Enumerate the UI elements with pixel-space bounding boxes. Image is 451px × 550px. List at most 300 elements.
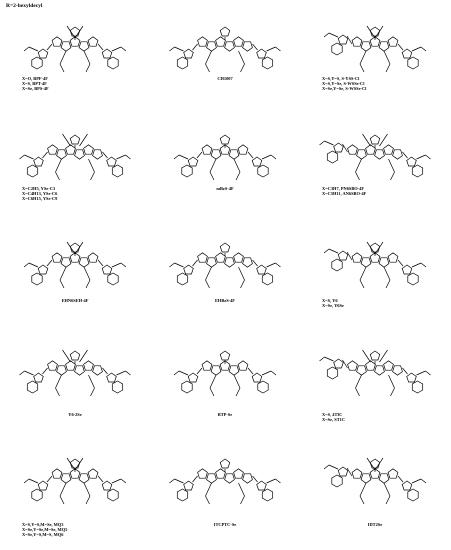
dicyano-arm <box>262 155 271 159</box>
central-acceptor-ring <box>370 135 380 144</box>
alkyl-chain <box>386 496 390 504</box>
dicyano-arm <box>24 47 29 51</box>
molecule-label: CH1007 <box>217 76 233 81</box>
fused-core-ring <box>366 361 376 370</box>
end-group-benzene-ring <box>332 43 342 55</box>
fused-core-ring <box>243 42 253 51</box>
central-acceptor-ring <box>70 135 80 144</box>
molecule-label: EHBzS-4F <box>214 298 235 303</box>
fused-core-ring <box>348 361 358 370</box>
molecule-panel <box>0 442 150 542</box>
alkyl-chain <box>84 483 90 496</box>
alkyl-chain <box>356 159 362 172</box>
end-group-benzene-ring <box>258 381 268 393</box>
vinyl-linker <box>43 152 48 158</box>
dicyano-arm <box>20 371 25 375</box>
alkyl-chain <box>60 51 66 64</box>
fused-core-ring <box>57 150 67 159</box>
vinyl-linker <box>403 368 408 374</box>
central-acceptor-ring <box>70 459 80 468</box>
end-group-ring <box>338 251 348 260</box>
alkyl-chain <box>241 496 245 504</box>
dicyano-arm <box>174 155 179 159</box>
fused-core-ring <box>207 474 217 483</box>
molecule-label: X=C5H11, AN6SBO-4F <box>322 191 367 197</box>
alkyl-chain <box>86 64 90 72</box>
alkyl-chain <box>360 496 364 504</box>
molecule-panel <box>0 10 150 110</box>
molecule-panel <box>150 118 300 218</box>
end-group-ring <box>188 157 198 166</box>
fused-core-ring <box>379 474 389 483</box>
alkyl-chain <box>60 267 66 280</box>
fused-core-ring <box>216 253 226 262</box>
fused-core-ring <box>229 150 239 159</box>
fused-core-ring <box>234 37 244 46</box>
dicyano-arm <box>29 263 38 267</box>
molecule-panel <box>150 226 300 326</box>
alkyl-chain <box>91 172 95 180</box>
alkyl-chain <box>241 280 245 288</box>
dicyano-arm <box>412 479 421 483</box>
alkyl-chain <box>206 64 210 72</box>
end-group-ring <box>252 157 262 166</box>
dicyano-arm <box>426 371 431 375</box>
alkyl-chain <box>360 483 366 496</box>
molecule-label: X=C2H5, YSe-C3 <box>22 186 56 191</box>
alkyl-chain <box>380 350 388 362</box>
alkyl-chain <box>89 159 95 172</box>
end-group-benzene-ring <box>108 273 118 285</box>
dicyano-arm <box>121 479 126 483</box>
alkyl-chain <box>206 267 212 280</box>
vinyl-linker <box>347 252 352 260</box>
molecule-panel <box>300 442 450 542</box>
fused-core-ring <box>75 366 85 375</box>
alkyl-chain <box>234 159 240 172</box>
end-group-ring <box>257 481 267 490</box>
alkyl-chain <box>363 134 371 146</box>
molecule-caption <box>0 522 150 538</box>
fused-core-ring <box>352 37 362 46</box>
dicyano-arm <box>175 479 184 483</box>
alkyl-chain <box>236 172 240 180</box>
fused-core-ring <box>216 37 226 46</box>
end-group-ring <box>252 373 262 382</box>
molecule-caption <box>300 76 450 92</box>
fused-core-ring <box>93 150 103 159</box>
alkyl-chain <box>56 375 62 388</box>
fused-core-ring <box>388 253 398 262</box>
molecule-label: X=O, BPF-4F <box>22 76 48 81</box>
alkyl-chain <box>210 172 214 180</box>
dicyano-arm <box>329 33 338 37</box>
vinyl-linker <box>103 368 108 374</box>
dicyano-arm <box>276 479 281 483</box>
molecule-label: mBzS-4F <box>216 186 234 191</box>
central-acceptor-ring <box>220 135 230 144</box>
end-group-benzene-ring <box>27 381 37 393</box>
vinyl-linker <box>347 468 352 476</box>
fused-core-ring <box>88 37 98 46</box>
end-group-benzene-ring <box>182 165 192 177</box>
end-group-ring <box>102 265 112 274</box>
end-group-benzene-ring <box>262 273 272 285</box>
fused-core-ring <box>52 37 62 46</box>
fused-core-ring <box>84 145 94 154</box>
dicyano-arm <box>417 155 426 159</box>
alkyl-chain <box>210 375 216 388</box>
fused-core-ring <box>384 361 394 370</box>
fused-core-ring <box>234 253 244 262</box>
end-group-ring <box>402 49 412 58</box>
molecule-panel <box>150 334 300 434</box>
vinyl-linker <box>197 152 202 158</box>
central-acceptor-ring <box>370 27 380 36</box>
end-group-ring <box>38 265 48 274</box>
vinyl-linker <box>98 260 103 266</box>
dicyano-arm <box>170 263 175 267</box>
substituent-definition: R=2-hexyldecyl <box>6 3 43 9</box>
end-group-benzene-ring <box>177 273 187 285</box>
end-group-ring <box>184 481 194 490</box>
fused-core-ring <box>348 145 358 154</box>
alkyl-chain <box>86 496 90 504</box>
alkyl-chain <box>206 496 210 504</box>
fused-core-ring <box>388 469 398 478</box>
dicyano-arm <box>25 155 34 159</box>
molecule-panel <box>300 334 450 434</box>
molecule-label: X=Se, BPS-4F <box>22 86 49 92</box>
molecule-panel <box>0 334 150 434</box>
vinyl-linker <box>47 476 52 482</box>
molecule-label: X=S, BPT-4F <box>22 81 47 87</box>
molecule-label: X=S,Y=Se, S-WSSe-Cl <box>322 81 365 87</box>
dicyano-arm <box>320 357 325 361</box>
dicyano-arm <box>112 479 121 483</box>
fused-core-ring <box>75 150 85 159</box>
dicyano-arm <box>325 357 334 361</box>
central-acceptor-ring <box>220 243 230 252</box>
dicyano-arm <box>412 47 421 51</box>
molecule-panel <box>300 10 450 110</box>
dicyano-arm <box>325 141 334 145</box>
end-group-ring <box>188 373 198 382</box>
vinyl-linker <box>253 260 258 266</box>
central-acceptor-ring <box>70 351 80 360</box>
molecule-structure <box>0 442 150 526</box>
central-acceptor-ring <box>220 27 230 36</box>
fused-core-ring <box>211 150 221 159</box>
alkyl-chain <box>389 375 395 388</box>
alkyl-chain <box>239 267 245 280</box>
dicyano-arm <box>175 263 184 267</box>
fused-core-ring <box>243 474 253 483</box>
dicyano-arm <box>421 47 426 51</box>
fused-core-ring <box>52 253 62 262</box>
alkyl-chain <box>360 280 364 288</box>
end-group-benzene-ring <box>332 259 342 271</box>
dicyano-arm <box>126 371 131 375</box>
dicyano-arm <box>117 155 126 159</box>
molecule-caption <box>150 76 300 81</box>
alkyl-chain <box>236 388 240 396</box>
end-group-benzene-ring <box>32 57 42 69</box>
vinyl-linker <box>403 152 408 158</box>
end-group-benzene-ring <box>408 489 418 501</box>
end-group-ring <box>338 467 348 476</box>
alkyl-chain <box>386 64 390 72</box>
vinyl-linker <box>103 152 108 158</box>
vinyl-linker <box>253 44 258 50</box>
end-group-benzene-ring <box>108 489 118 501</box>
molecule-label: X=S, 4TIC <box>322 412 343 417</box>
alkyl-chain <box>63 350 71 362</box>
central-acceptor-ring <box>70 243 80 252</box>
alkyl-chain <box>356 172 360 180</box>
molecule-label: X=S,Y=S,M=Se, MQ3 <box>22 522 64 527</box>
molecule-panel <box>150 442 300 542</box>
alkyl-chain <box>56 388 60 396</box>
fused-core-ring <box>211 366 221 375</box>
molecule-label: X=Se, ST1C <box>322 417 345 423</box>
vinyl-linker <box>398 44 403 50</box>
end-group-ring <box>257 265 267 274</box>
alkyl-chain <box>60 496 64 504</box>
fused-core-ring <box>216 469 226 478</box>
dicyano-arm <box>267 479 276 483</box>
end-group-benzene-ring <box>412 165 422 177</box>
end-group-benzene-ring <box>408 57 418 69</box>
molecule-label: X=C3H7, PN6SBO-4F <box>322 186 365 191</box>
molecule-label: ITCPTC-Se <box>213 522 237 527</box>
end-group-benzene-ring <box>182 381 192 393</box>
fused-core-ring <box>52 469 62 478</box>
molecule-structure <box>0 334 150 418</box>
vinyl-linker <box>343 360 348 368</box>
vinyl-linker <box>98 44 103 50</box>
dicyano-arm <box>329 249 338 253</box>
end-group-benzene-ring <box>112 381 122 393</box>
alkyl-chain <box>363 350 371 362</box>
fused-core-ring <box>393 366 403 375</box>
end-group-benzene-ring <box>177 57 187 69</box>
fused-core-ring <box>384 145 394 154</box>
fused-core-ring <box>225 258 235 267</box>
dicyano-arm <box>276 263 281 267</box>
molecule-label: X=Se,Y=Se,M=Se, MQ5 <box>22 527 68 533</box>
end-group-ring <box>257 49 267 58</box>
fused-core-ring <box>79 42 89 51</box>
fused-core-ring <box>48 145 58 154</box>
fused-core-ring <box>352 253 362 262</box>
dicyano-arm <box>412 263 421 267</box>
alkyl-chain <box>80 134 88 146</box>
molecule-caption <box>300 186 450 196</box>
fused-core-ring <box>361 258 371 267</box>
fused-core-ring <box>93 366 103 375</box>
fused-core-ring <box>238 361 248 370</box>
end-group-ring <box>102 481 112 490</box>
fused-core-ring <box>79 474 89 483</box>
molecule-panel <box>150 10 300 110</box>
alkyl-chain <box>360 64 364 72</box>
dicyano-arm <box>174 371 179 375</box>
end-group-benzene-ring <box>262 489 272 501</box>
end-group-ring <box>34 373 44 382</box>
end-group-ring <box>334 359 344 368</box>
fused-core-ring <box>357 366 367 375</box>
dicyano-arm <box>112 47 121 51</box>
alkyl-chain <box>80 350 88 362</box>
fused-core-ring <box>361 42 371 51</box>
dicyano-arm <box>421 479 426 483</box>
fused-core-ring <box>393 150 403 159</box>
alkyl-chain <box>384 483 390 496</box>
fused-core-ring <box>88 469 98 478</box>
dicyano-arm <box>426 155 431 159</box>
dicyano-arm <box>417 371 426 375</box>
end-group-ring <box>34 157 44 166</box>
alkyl-chain <box>391 172 395 180</box>
molecule-label: X=Se,Y=Se, S-WSSe-Cl <box>322 86 367 92</box>
end-group-ring <box>107 373 117 382</box>
alkyl-chain <box>380 134 388 146</box>
fused-core-ring <box>61 258 71 267</box>
alkyl-chain <box>56 172 60 180</box>
fused-core-ring <box>202 145 212 154</box>
alkyl-chain <box>386 280 390 288</box>
molecule-label: X=S, Y6 <box>322 298 338 303</box>
end-group-ring <box>407 157 417 166</box>
molecule-structure <box>150 10 300 94</box>
molecule-caption <box>300 298 450 308</box>
alkyl-chain <box>356 375 362 388</box>
dicyano-arm <box>121 263 126 267</box>
molecule-caption <box>0 298 150 303</box>
dicyano-arm <box>179 155 188 159</box>
fused-core-ring <box>66 145 76 154</box>
alkyl-chain <box>84 51 90 64</box>
molecule-structure <box>150 334 300 418</box>
fused-core-ring <box>238 145 248 154</box>
alkyl-chain <box>89 375 95 388</box>
molecule-label: X=Se, Y6Se <box>322 303 344 309</box>
central-acceptor-ring <box>70 27 80 36</box>
fused-core-ring <box>352 469 362 478</box>
end-group-benzene-ring <box>327 367 337 379</box>
molecule-caption <box>150 186 300 191</box>
fused-core-ring <box>84 361 94 370</box>
dicyano-arm <box>267 47 276 51</box>
vinyl-linker <box>343 144 348 152</box>
alkyl-chain <box>56 159 62 172</box>
end-group-benzene-ring <box>258 165 268 177</box>
molecule-caption <box>300 522 450 527</box>
end-group-benzene-ring <box>408 273 418 285</box>
fused-core-ring <box>229 366 239 375</box>
vinyl-linker <box>98 476 103 482</box>
end-group-ring <box>402 265 412 274</box>
dicyano-arm <box>421 263 426 267</box>
alkyl-chain <box>91 388 95 396</box>
dicyano-arm <box>267 263 276 267</box>
fused-core-ring <box>375 366 385 375</box>
dicyano-arm <box>276 47 281 51</box>
molecule-panel <box>300 118 450 218</box>
central-acceptor-ring <box>370 351 380 360</box>
end-group-benzene-ring <box>262 57 272 69</box>
dicyano-arm <box>170 479 175 483</box>
end-group-ring <box>38 49 48 58</box>
vinyl-linker <box>47 44 52 50</box>
alkyl-chain <box>60 64 64 72</box>
molecule-label: IDT2Se <box>367 522 383 527</box>
dicyano-arm <box>112 263 121 267</box>
alkyl-chain <box>60 280 64 288</box>
molecule-label: X=Se,Y=S,M=S, MQ6 <box>22 532 64 538</box>
dicyano-arm <box>20 155 25 159</box>
alkyl-chain <box>86 280 90 288</box>
vinyl-linker <box>347 36 352 44</box>
end-group-benzene-ring <box>412 381 422 393</box>
end-group-benzene-ring <box>112 165 122 177</box>
alkyl-chain <box>360 51 366 64</box>
fused-core-ring <box>61 42 71 51</box>
dicyano-arm <box>324 33 329 37</box>
end-group-ring <box>184 49 194 58</box>
molecule-structure <box>300 334 450 418</box>
fused-core-ring <box>379 42 389 51</box>
fused-core-ring <box>243 258 253 267</box>
molecule-panel <box>300 226 450 326</box>
end-group-ring <box>407 373 417 382</box>
central-acceptor-ring <box>220 351 230 360</box>
alkyl-chain <box>206 483 212 496</box>
molecule-panel <box>0 118 150 218</box>
dicyano-arm <box>271 371 276 375</box>
fused-core-ring <box>379 258 389 267</box>
dicyano-arm <box>262 371 271 375</box>
vinyl-linker <box>197 368 202 374</box>
end-group-benzene-ring <box>32 489 42 501</box>
alkyl-chain <box>206 280 210 288</box>
central-acceptor-ring <box>370 243 380 252</box>
end-group-benzene-ring <box>332 475 342 487</box>
molecule-structure <box>300 442 450 526</box>
dicyano-arm <box>324 249 329 253</box>
central-acceptor-ring <box>220 459 230 468</box>
end-group-ring <box>38 481 48 490</box>
alkyl-chain <box>206 51 212 64</box>
end-group-benzene-ring <box>177 489 187 501</box>
alkyl-chain <box>384 267 390 280</box>
fused-core-ring <box>361 474 371 483</box>
dicyano-arm <box>24 263 29 267</box>
dicyano-arm <box>29 47 38 51</box>
molecule-structure <box>150 442 300 526</box>
fused-core-ring <box>48 361 58 370</box>
alkyl-chain <box>63 134 71 146</box>
vinyl-linker <box>193 476 198 482</box>
vinyl-linker <box>398 260 403 266</box>
dicyano-arm <box>179 371 188 375</box>
fused-core-ring <box>207 42 217 51</box>
dicyano-arm <box>25 371 34 375</box>
molecule-label: X=C4H13, YSe-C6 <box>22 191 58 197</box>
fused-core-ring <box>225 42 235 51</box>
alkyl-chain <box>84 267 90 280</box>
